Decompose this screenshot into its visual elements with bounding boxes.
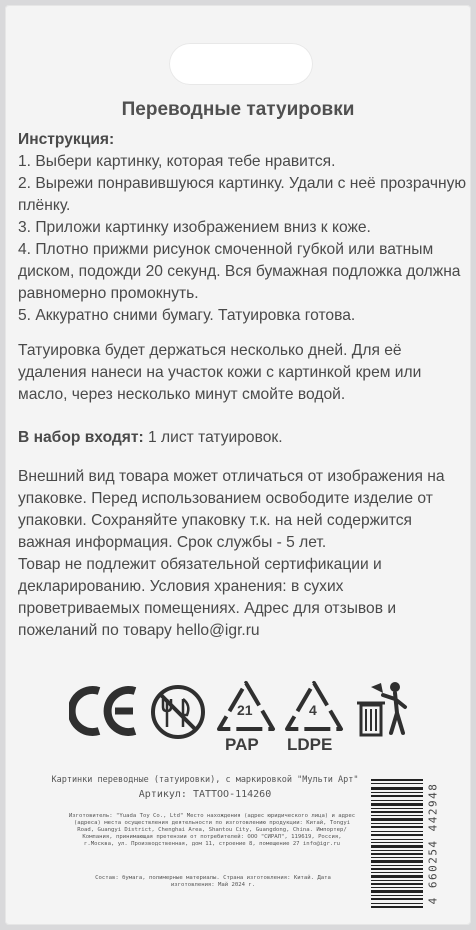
composition-info: Состав: бумага, полимерные материалы. Страна изготовления: Китай. Дата изготовления: Май 2024 г. [95,875,331,888]
instruction-step: 5. Аккуратно сними бумагу. Татуировка готова. [18,307,356,324]
instruction-step: 3. Приложи картинку изображением вниз к коже. [18,219,371,236]
not-food-contact-icon [149,683,207,741]
instruction-step: 4. Плотно прижми рисунок смоченной губкой или ватным диском, подожди 20 секунд. Вся бумажная подложка должна равномерно промокнуть. [18,241,461,302]
notice-block [18,466,468,642]
set-contents [18,427,468,449]
ldpe-number: 4 [309,702,317,718]
barcode-digits-wrap [425,775,441,915]
package-card [5,5,471,925]
instruction-step: 2. Вырежи понравившуюся картинку. Удали с неё прозрачную плёнку. [18,175,467,214]
pap-label: PAP [225,735,259,754]
instruction-heading: Инструкция: [18,131,115,148]
notice-paragraph: Внешний вид товара может отличаться от изображения на упаковке. Перед использованием освободите изделие от упаковки. Сохраняйте упаковку т.к. на ней содержится важная информация. Срок службы - 5 лет. [18,468,445,551]
pap-number: 21 [237,702,253,718]
dispose-trash-icon [351,677,411,743]
product-line: Картинки переводные (татуировки), с маркировкой "Мульти Арт" [51,775,359,785]
barcode-digits: 4 660254 442948 [426,782,440,905]
storage-paragraph: Товар не подлежит обязательной сертификации и декларированию. Условия хранения: в сухих проветриваемых помещениях. Адрес для отзывов и пожеланий по товару hello@igr.ru [18,556,397,639]
durability-text [18,340,468,406]
instruction-block [18,129,468,327]
ce-mark-icon [69,685,141,737]
manufacturer-info: Изготовитель: "Yuada Toy Co., Ltd" Место нахождения (адрес юридического лица) и адрес (адреса) места осуществления деятельности по изготовлению продукции: Китай, Tongyi Road, Guangyi District, Chenghai Area, Shantou City, Guangdong, China. Импортер/Компания, принимающая претензии от потребителей: ООО "СИРАЛ", 119619, Россия, г.Москва, ул. Производственная, дом 11, строение 8, помещение 27 info@igr.ru [68,813,356,847]
barcode-icon [371,777,423,911]
page-title: Переводные татуировки [121,99,355,120]
set-value: 1 лист татуировок. [143,429,283,446]
certification-icons [65,677,425,757]
instruction-step: 1. Выбери картинку, которая тебе нравится. [18,153,336,170]
durability-paragraph: Татуировка будет держаться несколько дней. Для её удаления нанеси на участок кожи с картинкой крем или масло, через несколько минут смойте водой. [18,342,422,403]
set-label: В набор входят: [18,429,144,446]
hang-hole [169,43,313,85]
article-number: Артикул: TATTOO-114260 [138,789,272,800]
ldpe-label: LDPE [287,735,333,754]
